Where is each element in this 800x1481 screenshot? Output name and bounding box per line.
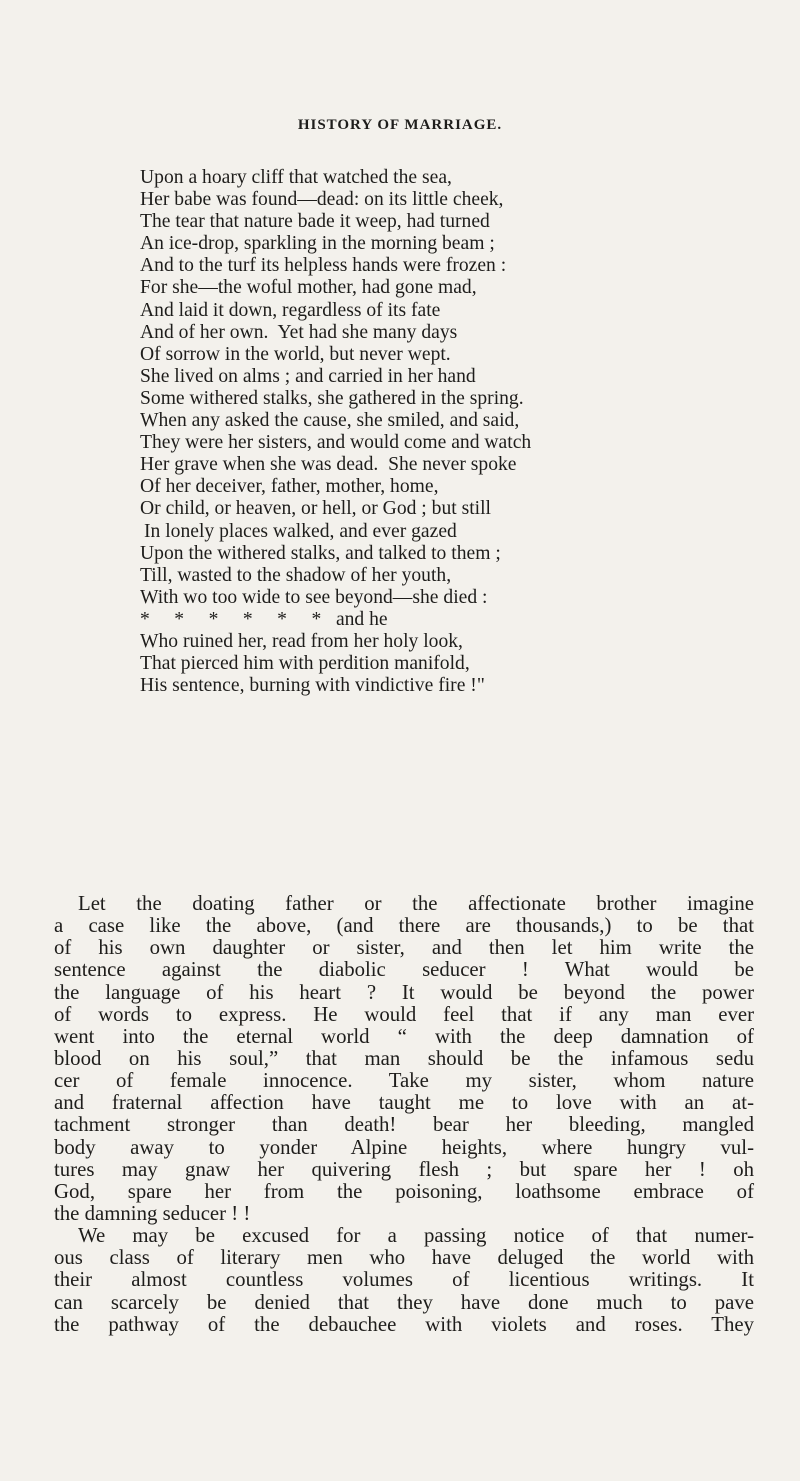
paragraph-first-line: Let the doating father or the affectionate brother imagine [78,892,754,915]
paragraph-line: tures may gnaw her quivering flesh ; but spare her ! oh [54,1157,754,1181]
paragraph-line: tachment stronger than death! bear her bleeding, mangled [54,1113,754,1137]
paragraph-line: the pathway of the debauchee with violets and roses. They [54,1312,754,1336]
poem-line: They were her sisters, and would come and watch [140,432,532,454]
poem-line: With wo too wide to see beyond—she died : [140,586,488,608]
poem-line: Her babe was found—dead: on its little cheek, [140,189,504,211]
poem-line: Upon the withered stalks, and talked to them ; [140,542,501,564]
poem-line: When any asked the cause, she smiled, and said, [140,410,520,432]
poem-block [140,167,720,697]
paragraph-line: can scarcely be denied that they have done much to pave [54,1290,754,1314]
poem-line: Who ruined her, read from her holy look, [140,630,463,652]
poem-line: And to the turf its helpless hands were frozen : [140,255,507,277]
poem-line: And of her own. Yet had she many days [140,321,458,343]
paragraph-line: their almost countless volumes of licentious writings. It [54,1268,754,1292]
poem-line: In lonely places walked, and ever gazed [144,520,457,542]
paragraph-line: cer of female innocence. Take my sister, whom nature [54,1069,754,1093]
poem-line: His sentence, burning with vindictive fire !" [140,675,485,697]
poem-line: Till, wasted to the shadow of her youth, [140,564,452,586]
poem-line: She lived on alms ; and carried in her hand [140,365,476,387]
paragraph-line: the language of his heart ? It would be beyond the power [54,980,754,1004]
poem-line-asterisks: * * * * * * and he [140,608,388,630]
poem-line: For she—the woful mother, had gone mad, [140,277,477,299]
poem-line: And laid it down, regardless of its fate [140,299,441,321]
prose-block [54,893,754,1336]
paragraph-line: of his own daughter or sister, and then let him write the [54,936,754,960]
paragraph-line: went into the eternal world “ with the deep damnation of [54,1024,754,1048]
poem-line: Upon a hoary cliff that watched the sea, [140,167,452,188]
paragraph-line: a case like the above, (and there are thousands,) to be that [54,914,754,938]
poem-line: An ice-drop, sparkling in the morning beam ; [140,233,495,255]
paragraph-line: sentence against the diabolic seducer ! What would be [54,958,754,982]
poem-line: Her grave when she was dead. She never spoke [140,454,517,476]
paragraph-line: body away to yonder Alpine heights, where hungry vul- [54,1135,754,1159]
poem-line: Of sorrow in the world, but never wept. [140,343,451,365]
paragraph-line: blood on his soul,” that man should be the infamous sedu [54,1046,754,1070]
poem-line: That pierced him with perdition manifold, [140,653,470,675]
paragraph-first-line: We may be excused for a passing notice of that numer- [78,1224,754,1248]
poem-line: Of her deceiver, father, mother, home, [140,476,439,498]
paragraph-line: God, spare her from the poisoning, loathsome embrace of [54,1179,754,1203]
poem-line: The tear that nature bade it weep, had turned [140,211,490,233]
poem-line: Or child, or heaven, or hell, or God ; but still [140,498,491,520]
running-head: HISTORY OF MARRIAGE. [297,117,503,133]
poem-line: Some withered stalks, she gathered in the spring. [140,387,524,409]
paragraph-line: ous class of literary men who have deluged the world with [54,1246,754,1270]
paragraph-line: and fraternal affection have taught me to love with an at- [54,1091,754,1115]
paragraph-last-line: the damning seducer ! ! [54,1201,251,1225]
paragraph-line: of words to express. He would feel that if any man ever [54,1002,754,1026]
